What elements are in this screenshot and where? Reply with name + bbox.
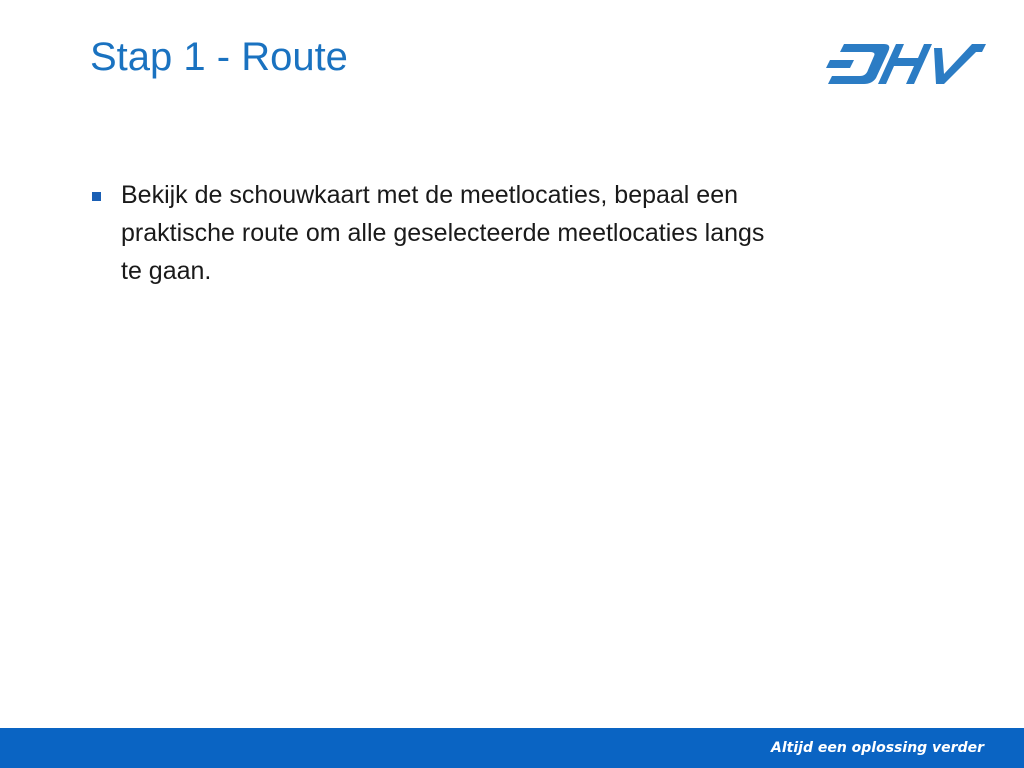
footer-slogan: Altijd een oplossing verder	[771, 740, 984, 756]
square-bullet-icon	[92, 192, 101, 201]
bullet-list	[88, 176, 788, 290]
bullet-text: Bekijk de schouwkaart met de meetlocaties, bepaal een praktische route om alle geselecteerde meetlocaties langs te gaan.	[121, 181, 765, 285]
dhv-logo-icon	[826, 38, 986, 90]
bullet-item	[88, 176, 788, 290]
slide-title: Stap 1 - Route	[90, 35, 348, 79]
footer-bar	[0, 728, 1024, 768]
